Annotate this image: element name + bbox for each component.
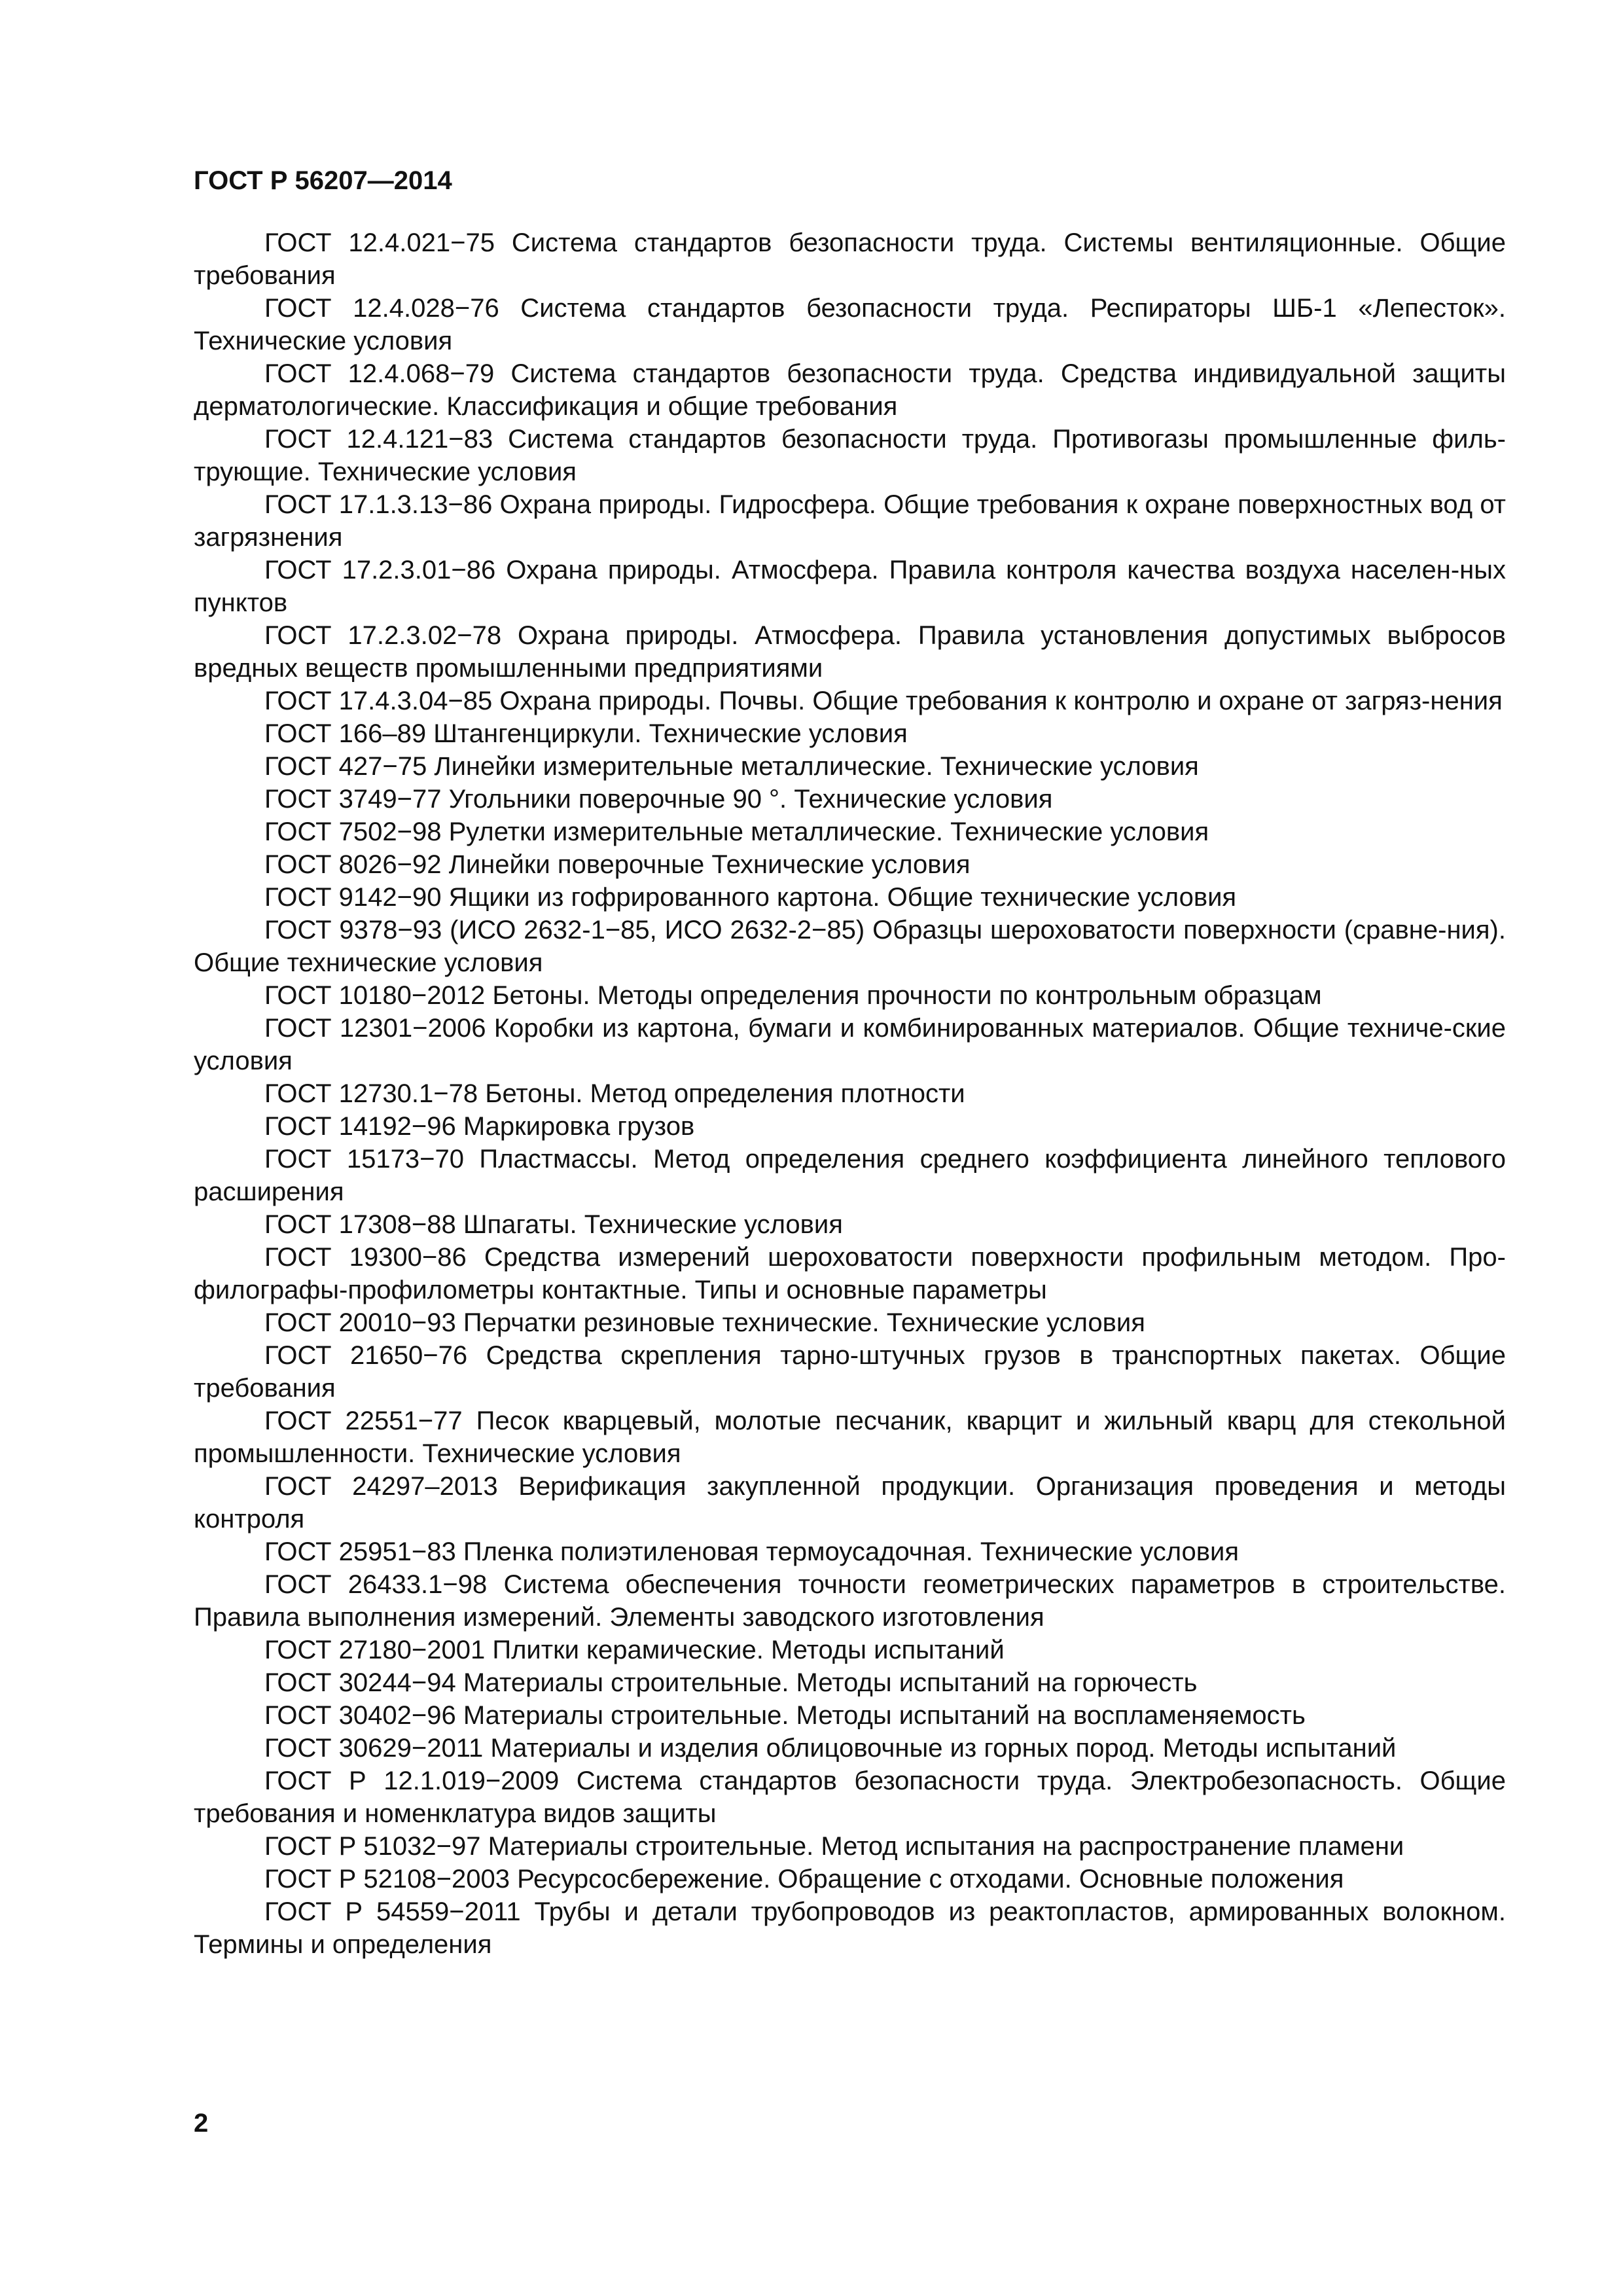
reference-item: ГОСТ 12301−2006 Коробки из картона, бумаги и комбинированных материалов. Общие техниче-ские условия <box>194 1014 1506 1075</box>
page-number: 2 <box>194 2109 209 2138</box>
reference-item: ГОСТ 12.4.121−83 Система стандартов безопасности труда. Противогазы промышленные филь-трующие. Технические условия <box>194 425 1506 486</box>
reference-item: ГОСТ 12.4.021−75 Система стандартов безопасности труда. Системы вентиляционные. Общие требования <box>194 228 1506 290</box>
reference-item: ГОСТ 427−75 Линейки измерительные металлические. Технические условия <box>264 752 1199 781</box>
reference-item: ГОСТ 17.4.3.04−85 Охрана природы. Почвы. Общие требования к контролю и охране от загряз-нения <box>264 687 1503 715</box>
reference-item: ГОСТ 166–89 Штангенциркули. Технические условия <box>264 719 908 748</box>
reference-item: ГОСТ 17.2.3.02−78 Охрана природы. Атмосфера. Правила установления допустимых выбросов вредных веществ промышленными предприятиями <box>194 621 1506 683</box>
reference-item: ГОСТ 12.4.028−76 Система стандартов безопасности труда. Респираторы ШБ-1 «Лепесток». Технические условия <box>194 294 1506 355</box>
reference-item: ГОСТ 9142−90 Ящики из гофрированного картона. Общие технические условия <box>264 883 1237 912</box>
reference-item: ГОСТ 17.2.3.01−86 Охрана природы. Атмосфера. Правила контроля качества воздуха населен-ных пунктов <box>194 556 1506 617</box>
reference-item: ГОСТ 12.4.068−79 Система стандартов безопасности труда. Средства индивидуальной защиты дерматологические. Классификация и общие требования <box>194 359 1506 421</box>
reference-item: ГОСТ 17.1.3.13−86 Охрана природы. Гидросфера. Общие требования к охране поверхностных вод от загрязнения <box>194 490 1506 552</box>
reference-item: ГОСТ 26433.1−98 Система обеспечения точности геометрических параметров в строительстве. Правила выполнения измерений. Элементы заводского изготовления <box>194 1570 1506 1632</box>
reference-item: ГОСТ 25951−83 Пленка полиэтиленовая термоусадочная. Технические условия <box>264 1537 1239 1566</box>
reference-item: ГОСТ 7502−98 Рулетки измерительные металлические. Технические условия <box>264 817 1209 846</box>
reference-item: ГОСТ 17308−88 Шпагаты. Технические условия <box>264 1210 843 1239</box>
reference-item: ГОСТ 14192−96 Маркировка грузов <box>264 1112 695 1141</box>
reference-item: ГОСТ 22551−77 Песок кварцевый, молотые песчаник, кварцит и жильный кварц для стекольной промышленности. Технические условия <box>194 1407 1506 1468</box>
reference-item: ГОСТ 24297–2013 Верификация закупленной продукции. Организация проведения и методы контроля <box>194 1472 1506 1534</box>
reference-item: ГОСТ 30402−96 Материалы строительные. Методы испытаний на воспламеняемость <box>264 1701 1306 1730</box>
document-header-id: ГОСТ Р 56207—2014 <box>194 166 452 195</box>
reference-item: ГОСТ 8026−92 Линейки поверочные Технические условия <box>264 850 971 879</box>
reference-item: ГОСТ Р 52108−2003 Ресурсосбережение. Обращение с отходами. Основные положения <box>264 1865 1344 1893</box>
reference-item: ГОСТ 3749−77 Угольники поверочные 90 °. Технические условия <box>264 785 1053 814</box>
reference-item: ГОСТ Р 54559−2011 Трубы и детали трубопроводов из реактопластов, армированных волокном. Термины и определения <box>194 1897 1506 1959</box>
reference-item: ГОСТ 15173−70 Пластмассы. Метод определения среднего коэффициента линейного теплового расширения <box>194 1145 1506 1206</box>
reference-item: ГОСТ 19300−86 Средства измерений шероховатости поверхности профильным методом. Про-филографы-профилометры контактные. Типы и основные параметры <box>194 1243 1506 1304</box>
reference-item: ГОСТ 20010−93 Перчатки резиновые технические. Технические условия <box>264 1308 1145 1337</box>
reference-item: ГОСТ 21650−76 Средства скрепления тарно-штучных грузов в транспортных пакетах. Общие требования <box>194 1341 1506 1403</box>
reference-item: ГОСТ 10180−2012 Бетоны. Методы определения прочности по контрольным образцам <box>264 981 1322 1010</box>
reference-item: ГОСТ 30244−94 Материалы строительные. Методы испытаний на горючесть <box>264 1668 1198 1697</box>
reference-item: ГОСТ Р 12.1.019−2009 Система стандартов безопасности труда. Электробезопасность. Общие требования и номенклатура видов защиты <box>194 1767 1506 1828</box>
normative-references-list <box>194 226 1506 1961</box>
reference-item: ГОСТ 12730.1−78 Бетоны. Метод определения плотности <box>264 1079 965 1108</box>
reference-item: ГОСТ 9378−93 (ИСО 2632-1−85, ИСО 2632-2−85) Образцы шероховатости поверхности (сравне-ния). Общие технические условия <box>194 916 1506 977</box>
reference-item: ГОСТ 30629−2011 Материалы и изделия облицовочные из горных пород. Методы испытаний <box>264 1734 1397 1763</box>
reference-item: ГОСТ Р 51032−97 Материалы строительные. Метод испытания на распространение пламени <box>264 1832 1404 1861</box>
reference-item: ГОСТ 27180−2001 Плитки керамические. Методы испытаний <box>264 1636 1005 1664</box>
